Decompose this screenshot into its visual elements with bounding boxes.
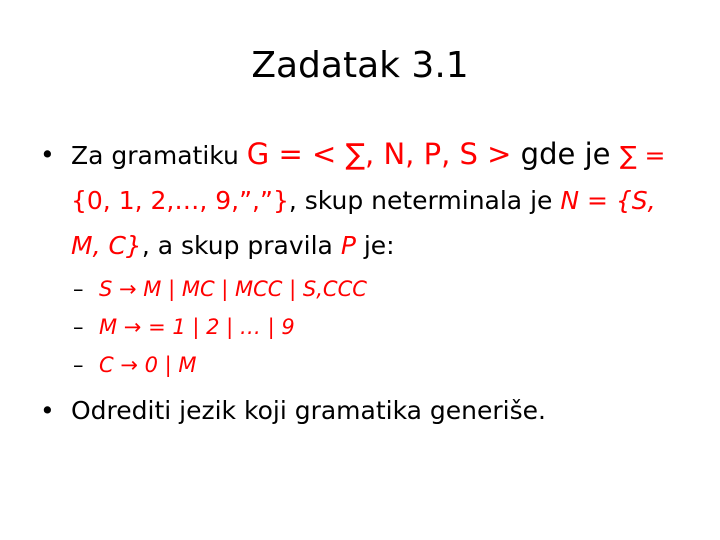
production-rule-c: – C → 0 | M [30,346,680,384]
slide-content [30,132,680,433]
bullet-task: • Odrediti jezik koji gramatika generiše. [30,388,680,433]
slide-title: Zadatak 3.1 [251,45,469,86]
rule-set-symbol: P [340,231,356,260]
grammar-g-definition: G = < ∑, N, P, S > [246,137,512,171]
production-rule-s: – S → M | MC | MCC | S,CCC [30,270,680,308]
bullet-grammar-definition [30,132,680,268]
bullet1-text-1: Za gramatiku [71,141,247,170]
nonterminal-set-definition: N = {S, M, C} [71,186,656,260]
bullet1-text-4: , a skup pravila [141,231,341,260]
terminal-alphabet-definition: ∑ = {0, 1, 2,…, 9,”,”} [71,141,666,215]
production-rules-list [30,270,680,384]
bullet1-text-2: gde je [511,137,620,171]
production-rule-m: – M → = 1 | 2 | … | 9 [30,308,680,346]
bullet1-text-3: , skup neterminala je [288,186,561,215]
bullet1-text-5: je: [355,231,395,260]
